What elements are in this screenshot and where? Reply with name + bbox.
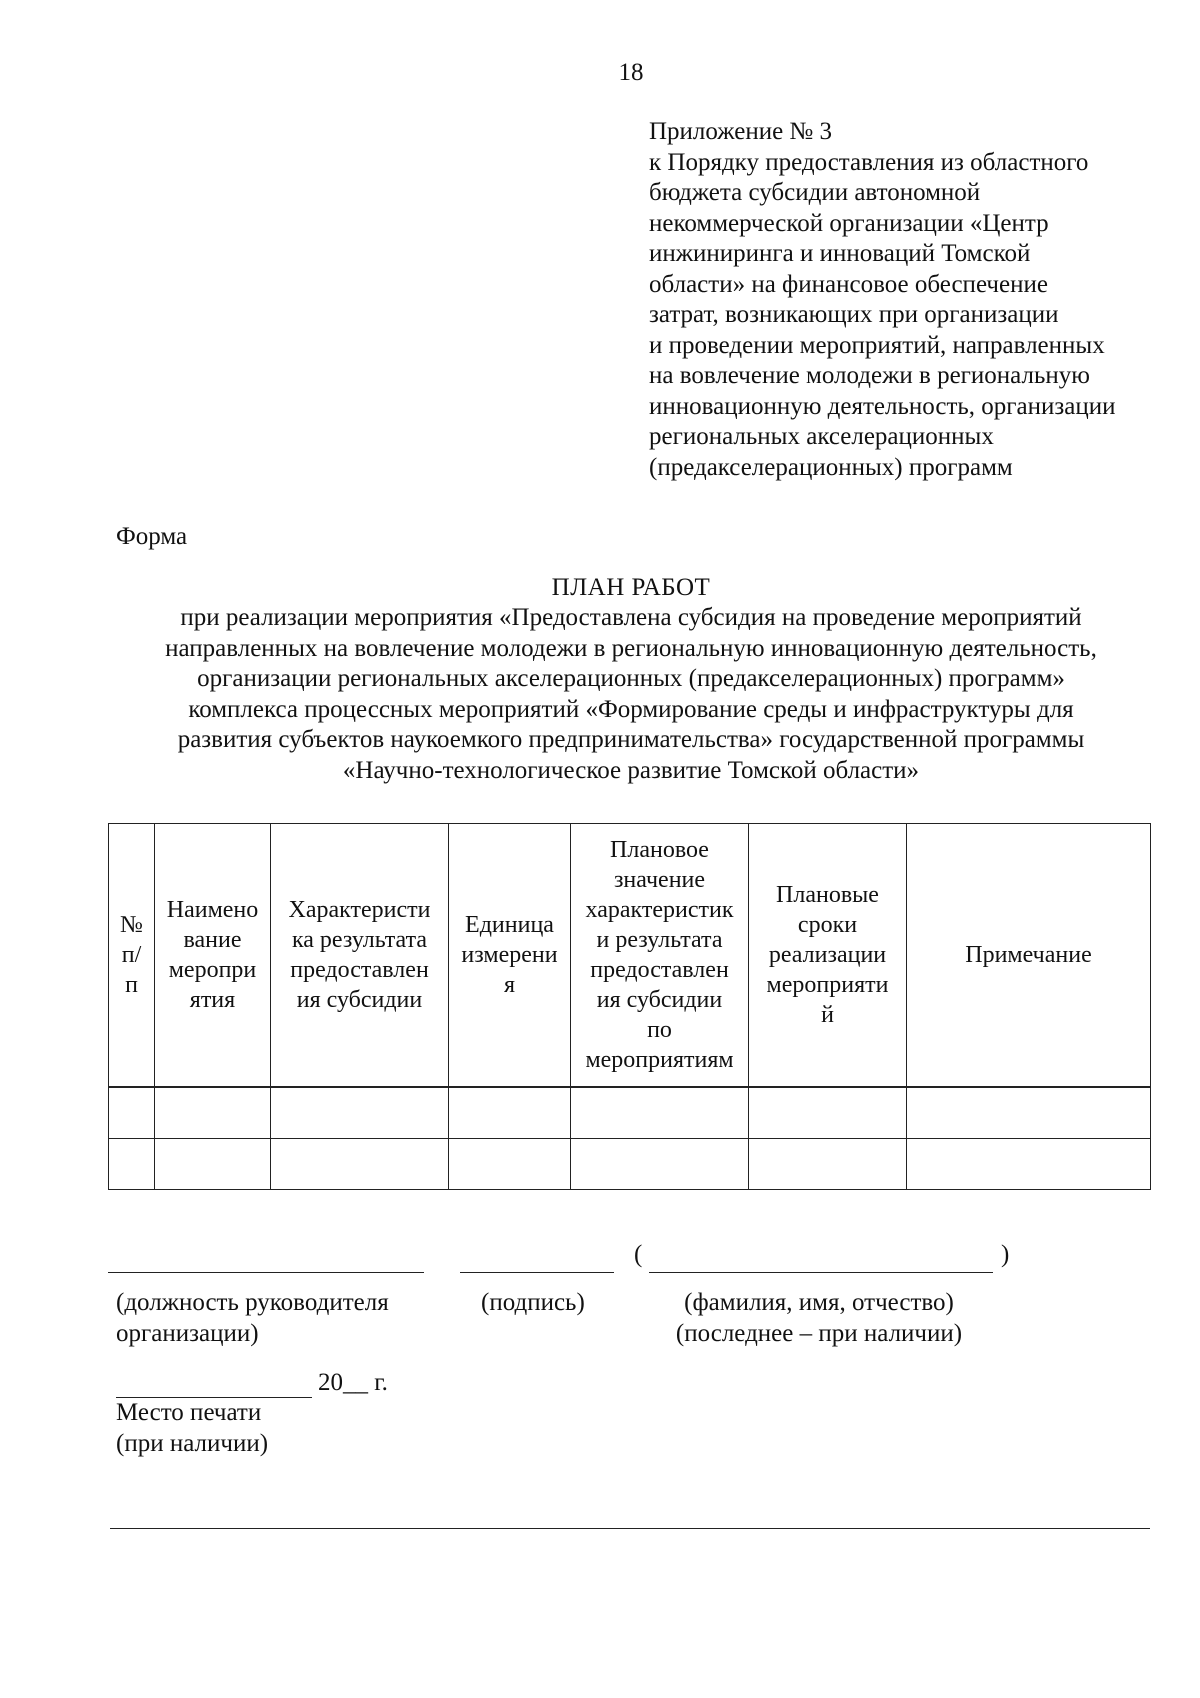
table-cell xyxy=(155,1138,271,1189)
header-number: № п/ п xyxy=(109,824,155,1088)
table-cell xyxy=(155,1087,271,1138)
header-note: Примечание xyxy=(907,824,1151,1088)
name-line xyxy=(649,1272,993,1273)
table-cell xyxy=(449,1138,571,1189)
appendix-line: и проведении мероприятий, направленных xyxy=(649,331,1105,359)
table-cell xyxy=(109,1087,155,1138)
plan-subtitle-line: развития субъектов наукоемкого предпринимательства» государственной программы xyxy=(177,726,1085,753)
table-cell xyxy=(749,1138,907,1189)
position-caption: (должность руководителя организации) xyxy=(116,1289,389,1347)
table-cell xyxy=(449,1087,571,1138)
appendix-line: инжиниринга и инноваций Томской xyxy=(649,240,1031,267)
table-row xyxy=(109,1138,1151,1189)
table-cell xyxy=(271,1138,449,1189)
bottom-rule xyxy=(110,1528,1150,1529)
appendix-line: некоммерческой организации «Центр xyxy=(649,209,1049,237)
date-line xyxy=(116,1371,312,1398)
table-cell xyxy=(571,1087,749,1138)
plan-subtitle-line: организации региональных акселерационных (предакселерационных) программ» xyxy=(197,665,1065,692)
appendix-block xyxy=(649,117,1169,483)
paren-close: ) xyxy=(1001,1241,1010,1268)
header-planned-value: Плановое значение характеристик и результата предоставлен ия субсидии по мероприятиям xyxy=(571,824,749,1088)
table-row xyxy=(109,1087,1151,1138)
plan-title: ПЛАН РАБОТ xyxy=(551,574,711,601)
header-result-characteristic: Характеристи ка результата предоставлен ия субсидии xyxy=(271,824,449,1088)
table-cell xyxy=(749,1087,907,1138)
signature-line xyxy=(460,1272,614,1273)
plan-subtitle-line: комплекса процессных мероприятий «Формирование среды и инфраструктуры для xyxy=(188,695,1074,723)
header-planned-dates: Плановые сроки реализации мероприяти й xyxy=(749,824,907,1088)
table-cell xyxy=(271,1087,449,1138)
appendix-line: региональных акселерационных xyxy=(649,423,994,450)
appendix-line: инновационную деятельность, организации xyxy=(649,392,1116,420)
plan-subtitle xyxy=(0,603,1200,786)
table-header-row xyxy=(109,824,1151,1088)
appendix-line: (предакселерационных) программ xyxy=(649,453,1013,481)
table-cell xyxy=(907,1087,1151,1138)
appendix-line: Приложение № 3 xyxy=(649,118,833,145)
paren-open: ( xyxy=(634,1241,643,1268)
table-cell xyxy=(571,1138,749,1189)
appendix-line: бюджета субсидии автономной xyxy=(649,179,981,206)
table-cell xyxy=(109,1138,155,1189)
plan-subtitle-line: «Научно-технологическое развитие Томской области» xyxy=(342,756,920,784)
name-caption: (фамилия, имя, отчество) (последнее – при наличии) xyxy=(675,1289,963,1347)
plan-subtitle-line: при реализации мероприятия «Предоставлена субсидия на проведение мероприятий xyxy=(180,604,1082,631)
header-event-name: Наимено вание меропри ятия xyxy=(155,824,271,1088)
form-label: Форма xyxy=(116,523,188,550)
position-line xyxy=(108,1272,424,1273)
appendix-line: к Порядку предоставления из областного xyxy=(649,148,1089,176)
plan-table xyxy=(108,823,1151,1190)
plan-subtitle-line: направленных на вовлечение молодежи в региональную инновационную деятельность, xyxy=(165,634,1097,662)
signature-caption: (подпись) xyxy=(481,1289,585,1316)
appendix-line: на вовлечение молодежи в региональную xyxy=(649,362,1090,389)
header-unit: Единица измерени я xyxy=(449,824,571,1088)
page-number: 18 xyxy=(618,59,644,86)
appendix-line: затрат, возникающих при организации xyxy=(649,301,1059,328)
table-cell xyxy=(907,1138,1151,1189)
date-year: 20__ г. xyxy=(318,1369,388,1396)
seal-caption: Место печати (при наличии) xyxy=(116,1399,269,1457)
appendix-line: области» на финансовое обеспечение xyxy=(649,270,1048,298)
